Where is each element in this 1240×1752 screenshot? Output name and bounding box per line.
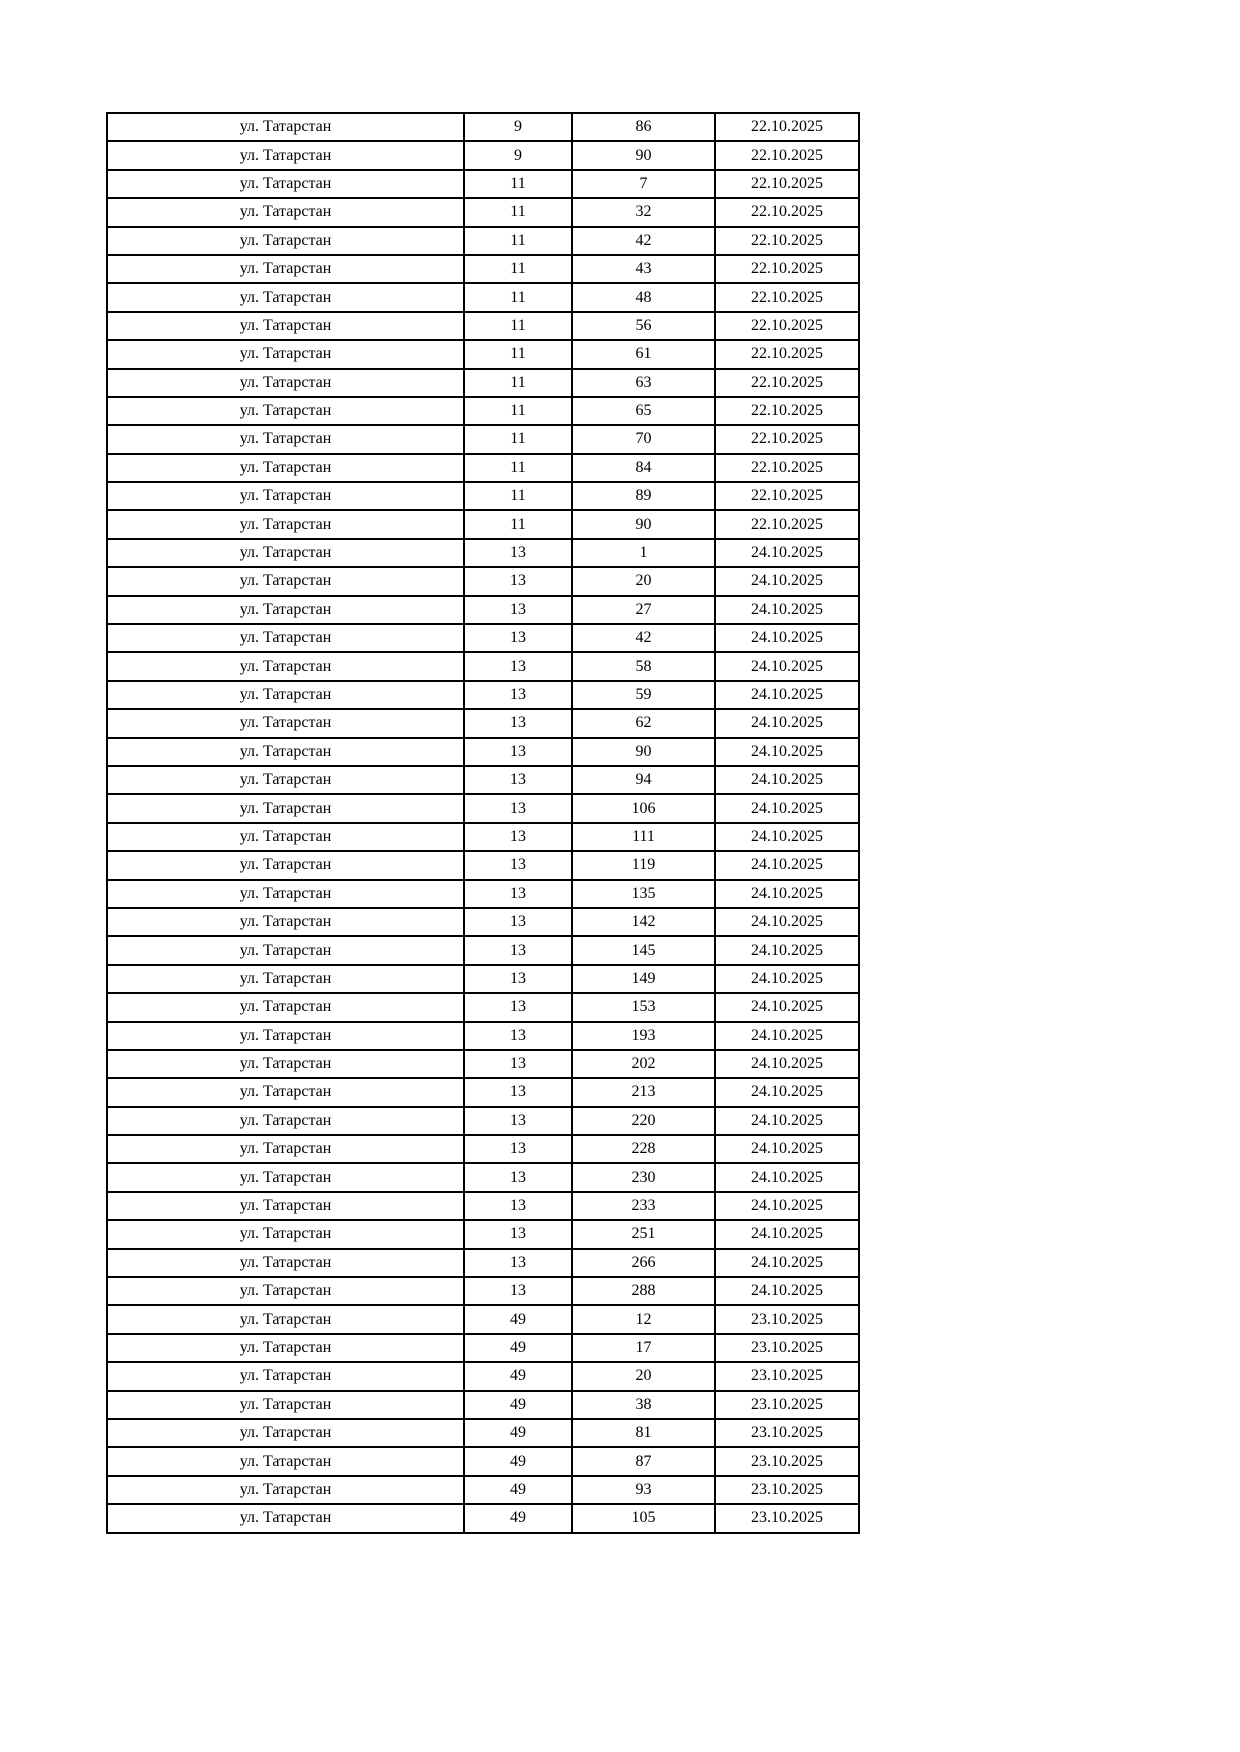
house-number-cell: 11: [464, 454, 572, 482]
apartment-cell: 213: [572, 1078, 715, 1106]
street-cell: ул. Татарстан: [107, 908, 464, 936]
table-row: [107, 681, 859, 709]
street-cell: ул. Татарстан: [107, 1447, 464, 1475]
house-number-cell: 13: [464, 1277, 572, 1305]
date-cell: 24.10.2025: [715, 596, 859, 624]
street-cell: ул. Татарстан: [107, 1163, 464, 1191]
apartment-cell: 230: [572, 1163, 715, 1191]
table-row: [107, 1362, 859, 1390]
date-cell: 22.10.2025: [715, 312, 859, 340]
street-cell: ул. Татарстан: [107, 794, 464, 822]
street-cell: ул. Татарстан: [107, 170, 464, 198]
street-cell: ул. Татарстан: [107, 1391, 464, 1419]
table-row: [107, 823, 859, 851]
house-number-cell: 13: [464, 880, 572, 908]
apartment-cell: 63: [572, 369, 715, 397]
apartment-cell: 251: [572, 1220, 715, 1248]
street-cell: ул. Татарстан: [107, 1277, 464, 1305]
apartment-cell: 145: [572, 936, 715, 964]
date-cell: 24.10.2025: [715, 1078, 859, 1106]
apartment-cell: 233: [572, 1192, 715, 1220]
street-cell: ул. Татарстан: [107, 567, 464, 595]
house-number-cell: 11: [464, 369, 572, 397]
house-number-cell: 11: [464, 227, 572, 255]
house-number-cell: 11: [464, 312, 572, 340]
apartment-cell: 220: [572, 1107, 715, 1135]
street-cell: ул. Татарстан: [107, 624, 464, 652]
apartment-cell: 65: [572, 397, 715, 425]
apartment-cell: 193: [572, 1022, 715, 1050]
apartment-cell: 288: [572, 1277, 715, 1305]
house-number-cell: 13: [464, 936, 572, 964]
apartment-cell: 90: [572, 510, 715, 538]
table-row: [107, 567, 859, 595]
street-cell: ул. Татарстан: [107, 1107, 464, 1135]
apartment-cell: 42: [572, 624, 715, 652]
apartment-cell: 93: [572, 1476, 715, 1504]
date-cell: 24.10.2025: [715, 1277, 859, 1305]
date-cell: 24.10.2025: [715, 567, 859, 595]
street-cell: ул. Татарстан: [107, 1305, 464, 1333]
apartment-cell: 90: [572, 141, 715, 169]
apartment-cell: 61: [572, 340, 715, 368]
table-row: [107, 1135, 859, 1163]
house-number-cell: 13: [464, 1078, 572, 1106]
date-cell: 24.10.2025: [715, 738, 859, 766]
apartment-cell: 17: [572, 1334, 715, 1362]
street-cell: ул. Татарстан: [107, 227, 464, 255]
table-row: [107, 738, 859, 766]
date-cell: 24.10.2025: [715, 936, 859, 964]
apartment-cell: 12: [572, 1305, 715, 1333]
street-cell: ул. Татарстан: [107, 255, 464, 283]
street-cell: ул. Татарстан: [107, 198, 464, 226]
date-cell: 23.10.2025: [715, 1362, 859, 1390]
house-number-cell: 49: [464, 1447, 572, 1475]
address-table: [106, 112, 860, 1534]
date-cell: 22.10.2025: [715, 283, 859, 311]
street-cell: ул. Татарстан: [107, 965, 464, 993]
apartment-cell: 94: [572, 766, 715, 794]
apartment-cell: 62: [572, 709, 715, 737]
street-cell: ул. Татарстан: [107, 539, 464, 567]
house-number-cell: 49: [464, 1305, 572, 1333]
table-row: [107, 766, 859, 794]
table-row: [107, 1447, 859, 1475]
table-row: [107, 510, 859, 538]
date-cell: 23.10.2025: [715, 1419, 859, 1447]
apartment-cell: 56: [572, 312, 715, 340]
date-cell: 23.10.2025: [715, 1447, 859, 1475]
apartment-cell: 89: [572, 482, 715, 510]
apartment-cell: 153: [572, 993, 715, 1021]
street-cell: ул. Татарстан: [107, 880, 464, 908]
street-cell: ул. Татарстан: [107, 1476, 464, 1504]
street-cell: ул. Татарстан: [107, 681, 464, 709]
date-cell: 22.10.2025: [715, 369, 859, 397]
street-cell: ул. Татарстан: [107, 397, 464, 425]
table-row: [107, 141, 859, 169]
date-cell: 22.10.2025: [715, 340, 859, 368]
table-row: [107, 1504, 859, 1532]
date-cell: 23.10.2025: [715, 1504, 859, 1532]
house-number-cell: 13: [464, 1192, 572, 1220]
apartment-cell: 111: [572, 823, 715, 851]
street-cell: ул. Татарстан: [107, 1220, 464, 1248]
street-cell: ул. Татарстан: [107, 738, 464, 766]
date-cell: 24.10.2025: [715, 965, 859, 993]
table-row: [107, 113, 859, 141]
apartment-cell: 48: [572, 283, 715, 311]
date-cell: 24.10.2025: [715, 993, 859, 1021]
house-number-cell: 13: [464, 1107, 572, 1135]
house-number-cell: 11: [464, 340, 572, 368]
house-number-cell: 13: [464, 681, 572, 709]
street-cell: ул. Татарстан: [107, 113, 464, 141]
date-cell: 24.10.2025: [715, 766, 859, 794]
date-cell: 22.10.2025: [715, 113, 859, 141]
table-row: [107, 965, 859, 993]
date-cell: 22.10.2025: [715, 510, 859, 538]
table-row: [107, 794, 859, 822]
house-number-cell: 13: [464, 1050, 572, 1078]
apartment-cell: 32: [572, 198, 715, 226]
table-row: [107, 425, 859, 453]
house-number-cell: 13: [464, 993, 572, 1021]
house-number-cell: 49: [464, 1419, 572, 1447]
apartment-cell: 84: [572, 454, 715, 482]
street-cell: ул. Татарстан: [107, 766, 464, 794]
date-cell: 23.10.2025: [715, 1476, 859, 1504]
date-cell: 22.10.2025: [715, 255, 859, 283]
house-number-cell: 13: [464, 1249, 572, 1277]
street-cell: ул. Татарстан: [107, 993, 464, 1021]
apartment-cell: 119: [572, 851, 715, 879]
table-row: [107, 482, 859, 510]
house-number-cell: 11: [464, 255, 572, 283]
apartment-cell: 70: [572, 425, 715, 453]
street-cell: ул. Татарстан: [107, 1135, 464, 1163]
table-row: [107, 709, 859, 737]
house-number-cell: 13: [464, 1163, 572, 1191]
date-cell: 24.10.2025: [715, 1107, 859, 1135]
table-row: [107, 1391, 859, 1419]
date-cell: 24.10.2025: [715, 1249, 859, 1277]
date-cell: 24.10.2025: [715, 1050, 859, 1078]
apartment-cell: 228: [572, 1135, 715, 1163]
apartment-cell: 42: [572, 227, 715, 255]
date-cell: 24.10.2025: [715, 652, 859, 680]
apartment-cell: 59: [572, 681, 715, 709]
street-cell: ул. Татарстан: [107, 596, 464, 624]
date-cell: 24.10.2025: [715, 908, 859, 936]
apartment-cell: 27: [572, 596, 715, 624]
table-row: [107, 227, 859, 255]
table-row: [107, 1419, 859, 1447]
apartment-cell: 58: [572, 652, 715, 680]
table-row: [107, 369, 859, 397]
house-number-cell: 13: [464, 851, 572, 879]
table-row: [107, 1050, 859, 1078]
house-number-cell: 11: [464, 198, 572, 226]
house-number-cell: 13: [464, 652, 572, 680]
apartment-cell: 7: [572, 170, 715, 198]
house-number-cell: 9: [464, 141, 572, 169]
date-cell: 22.10.2025: [715, 227, 859, 255]
house-number-cell: 49: [464, 1476, 572, 1504]
date-cell: 22.10.2025: [715, 425, 859, 453]
date-cell: 23.10.2025: [715, 1391, 859, 1419]
date-cell: 23.10.2025: [715, 1305, 859, 1333]
table-row: [107, 454, 859, 482]
table-row: [107, 936, 859, 964]
street-cell: ул. Татарстан: [107, 851, 464, 879]
apartment-cell: 142: [572, 908, 715, 936]
street-cell: ул. Татарстан: [107, 482, 464, 510]
street-cell: ул. Татарстан: [107, 709, 464, 737]
house-number-cell: 11: [464, 510, 572, 538]
apartment-cell: 38: [572, 1391, 715, 1419]
house-number-cell: 13: [464, 539, 572, 567]
apartment-cell: 43: [572, 255, 715, 283]
table-row: [107, 283, 859, 311]
table-row: [107, 880, 859, 908]
table-row: [107, 255, 859, 283]
table-row: [107, 539, 859, 567]
street-cell: ул. Татарстан: [107, 283, 464, 311]
date-cell: 23.10.2025: [715, 1334, 859, 1362]
apartment-cell: 90: [572, 738, 715, 766]
table-row: [107, 1277, 859, 1305]
table-row: [107, 170, 859, 198]
table-row: [107, 596, 859, 624]
table-row: [107, 397, 859, 425]
street-cell: ул. Татарстан: [107, 1022, 464, 1050]
street-cell: ул. Татарстан: [107, 141, 464, 169]
house-number-cell: 13: [464, 1135, 572, 1163]
date-cell: 22.10.2025: [715, 454, 859, 482]
date-cell: 24.10.2025: [715, 1192, 859, 1220]
apartment-cell: 81: [572, 1419, 715, 1447]
street-cell: ул. Татарстан: [107, 340, 464, 368]
house-number-cell: 13: [464, 794, 572, 822]
street-cell: ул. Татарстан: [107, 936, 464, 964]
table-row: [107, 340, 859, 368]
house-number-cell: 9: [464, 113, 572, 141]
house-number-cell: 13: [464, 567, 572, 595]
apartment-cell: 105: [572, 1504, 715, 1532]
street-cell: ул. Татарстан: [107, 1334, 464, 1362]
apartment-cell: 87: [572, 1447, 715, 1475]
house-number-cell: 13: [464, 596, 572, 624]
date-cell: 24.10.2025: [715, 1135, 859, 1163]
table-row: [107, 1022, 859, 1050]
apartment-cell: 135: [572, 880, 715, 908]
table-row: [107, 1220, 859, 1248]
table-row: [107, 1163, 859, 1191]
date-cell: 24.10.2025: [715, 1163, 859, 1191]
street-cell: ул. Татарстан: [107, 312, 464, 340]
date-cell: 22.10.2025: [715, 397, 859, 425]
apartment-cell: 266: [572, 1249, 715, 1277]
street-cell: ул. Татарстан: [107, 369, 464, 397]
house-number-cell: 49: [464, 1334, 572, 1362]
house-number-cell: 49: [464, 1362, 572, 1390]
date-cell: 24.10.2025: [715, 624, 859, 652]
house-number-cell: 11: [464, 397, 572, 425]
house-number-cell: 13: [464, 624, 572, 652]
apartment-cell: 106: [572, 794, 715, 822]
house-number-cell: 13: [464, 965, 572, 993]
date-cell: 24.10.2025: [715, 681, 859, 709]
table-row: [107, 1078, 859, 1106]
house-number-cell: 13: [464, 823, 572, 851]
apartment-cell: 20: [572, 1362, 715, 1390]
date-cell: 24.10.2025: [715, 851, 859, 879]
apartment-cell: 1: [572, 539, 715, 567]
apartment-cell: 86: [572, 113, 715, 141]
apartment-cell: 149: [572, 965, 715, 993]
house-number-cell: 13: [464, 908, 572, 936]
street-cell: ул. Татарстан: [107, 510, 464, 538]
street-cell: ул. Татарстан: [107, 1504, 464, 1532]
house-number-cell: 13: [464, 738, 572, 766]
street-cell: ул. Татарстан: [107, 1362, 464, 1390]
table-row: [107, 624, 859, 652]
street-cell: ул. Татарстан: [107, 425, 464, 453]
apartment-cell: 202: [572, 1050, 715, 1078]
date-cell: 22.10.2025: [715, 482, 859, 510]
house-number-cell: 11: [464, 482, 572, 510]
date-cell: 22.10.2025: [715, 141, 859, 169]
street-cell: ул. Татарстан: [107, 1050, 464, 1078]
apartment-cell: 20: [572, 567, 715, 595]
house-number-cell: 11: [464, 170, 572, 198]
street-cell: ул. Татарстан: [107, 1419, 464, 1447]
table-row: [107, 652, 859, 680]
date-cell: 24.10.2025: [715, 823, 859, 851]
street-cell: ул. Татарстан: [107, 454, 464, 482]
house-number-cell: 49: [464, 1391, 572, 1419]
street-cell: ул. Татарстан: [107, 1192, 464, 1220]
table-row: [107, 1107, 859, 1135]
table-row: [107, 1334, 859, 1362]
table-row: [107, 198, 859, 226]
date-cell: 22.10.2025: [715, 198, 859, 226]
table-row: [107, 993, 859, 1021]
date-cell: 22.10.2025: [715, 170, 859, 198]
date-cell: 24.10.2025: [715, 709, 859, 737]
date-cell: 24.10.2025: [715, 794, 859, 822]
house-number-cell: 13: [464, 1220, 572, 1248]
address-table-body: [107, 113, 859, 1533]
table-row: [107, 1249, 859, 1277]
street-cell: ул. Татарстан: [107, 1078, 464, 1106]
table-row: [107, 851, 859, 879]
table-row: [107, 1305, 859, 1333]
street-cell: ул. Татарстан: [107, 652, 464, 680]
house-number-cell: 11: [464, 283, 572, 311]
house-number-cell: 13: [464, 766, 572, 794]
house-number-cell: 13: [464, 1022, 572, 1050]
house-number-cell: 49: [464, 1504, 572, 1532]
house-number-cell: 11: [464, 425, 572, 453]
date-cell: 24.10.2025: [715, 880, 859, 908]
table-row: [107, 908, 859, 936]
table-row: [107, 312, 859, 340]
date-cell: 24.10.2025: [715, 1022, 859, 1050]
table-row: [107, 1476, 859, 1504]
date-cell: 24.10.2025: [715, 539, 859, 567]
house-number-cell: 13: [464, 709, 572, 737]
street-cell: ул. Татарстан: [107, 1249, 464, 1277]
street-cell: ул. Татарстан: [107, 823, 464, 851]
date-cell: 24.10.2025: [715, 1220, 859, 1248]
table-row: [107, 1192, 859, 1220]
